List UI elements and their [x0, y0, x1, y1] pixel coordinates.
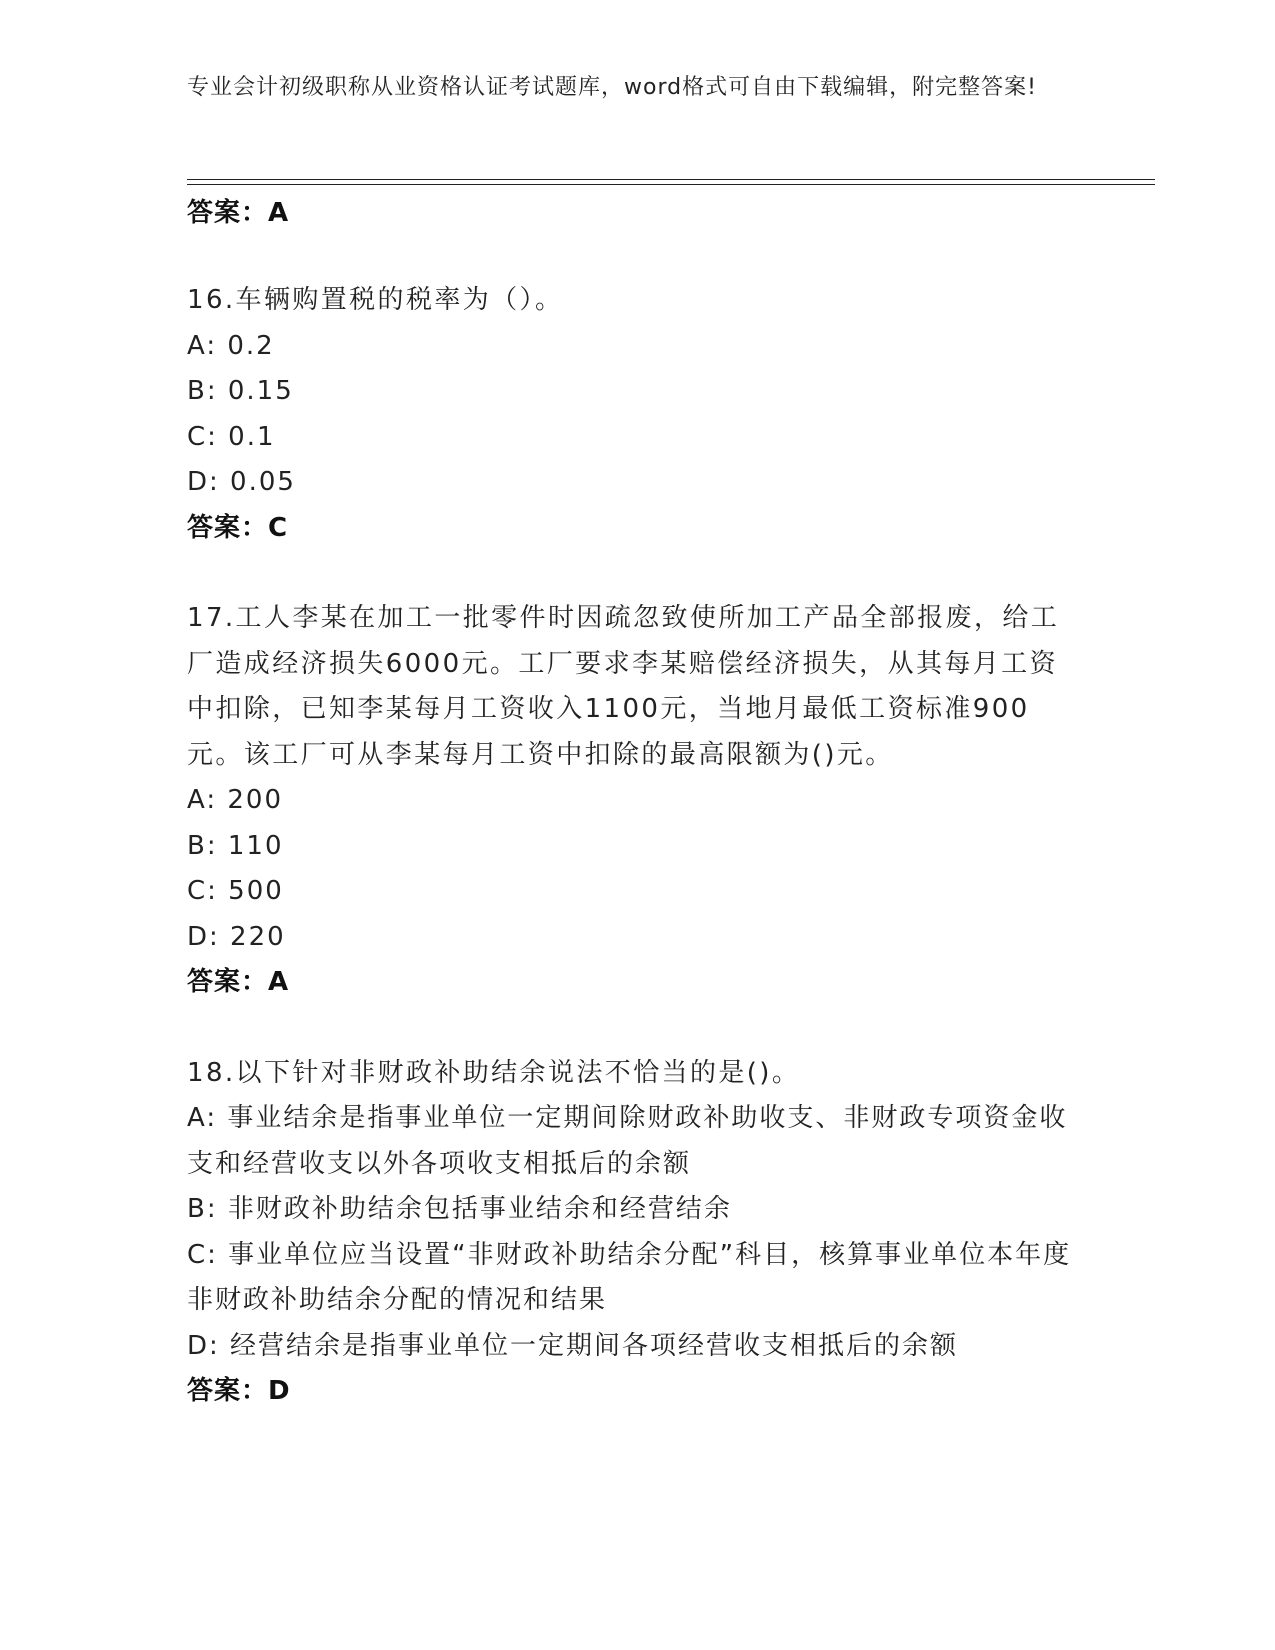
header-rule-bottom	[187, 184, 1155, 185]
question-17	[187, 596, 1077, 1006]
option-c: C: 500	[187, 876, 284, 906]
option-b: B: 110	[187, 830, 284, 861]
option-b: B: 0.15	[187, 376, 294, 406]
question-text: 18.以下针对非财政补助结余说法不恰当的是()。	[187, 1057, 801, 1088]
option-a: A: 事业结余是指事业单位一定期间除财政补助收支、非财政专项资金收支和经营收支以外各项收支相抵后的余额	[187, 1103, 1068, 1179]
question-text: 16.车辆购置税的税率为（）。	[187, 285, 564, 315]
question-16	[187, 278, 1077, 551]
option-c: C: 0.1	[187, 421, 276, 452]
answer-label: 答案：C	[187, 512, 289, 543]
answer-label: 答案：D	[187, 1376, 291, 1406]
document-header: 专业会计初级职称从业资格认证考试题库，word格式可自由下载编辑，附完整答案!	[187, 75, 1037, 100]
answer-label: 答案：A	[187, 198, 290, 228]
option-c: C: 事业单位应当设置“非财政补助结余分配”科目，核算事业单位本年度非财政补助结余分配的情况和结果	[187, 1239, 1072, 1315]
option-a: A: 200	[187, 785, 283, 815]
question-list	[187, 278, 1077, 1460]
question-18	[187, 1051, 1077, 1415]
option-b: B: 非财政补助结余包括事业结余和经营结余	[187, 1194, 732, 1224]
option-d: D: 220	[187, 921, 286, 952]
option-a: A: 0.2	[187, 330, 275, 361]
header-rule-top	[187, 179, 1155, 180]
answer-label: 答案：A	[187, 967, 290, 997]
question-text: 17.工人李某在加工一批零件时因疏忽致使所加工产品全部报废，给工厂造成经济损失6000元。工厂要求李某赔偿经济损失，从其每月工资中扣除，已知李某每月工资收入1100元，当地月最低工资标准900元。该工厂可从李某每月工资中扣除的最高限额为()元。	[187, 603, 1060, 770]
option-d: D: 0.05	[187, 467, 296, 497]
option-d: D: 经营结余是指事业单位一定期间各项经营收支相抵后的余额	[187, 1330, 959, 1361]
